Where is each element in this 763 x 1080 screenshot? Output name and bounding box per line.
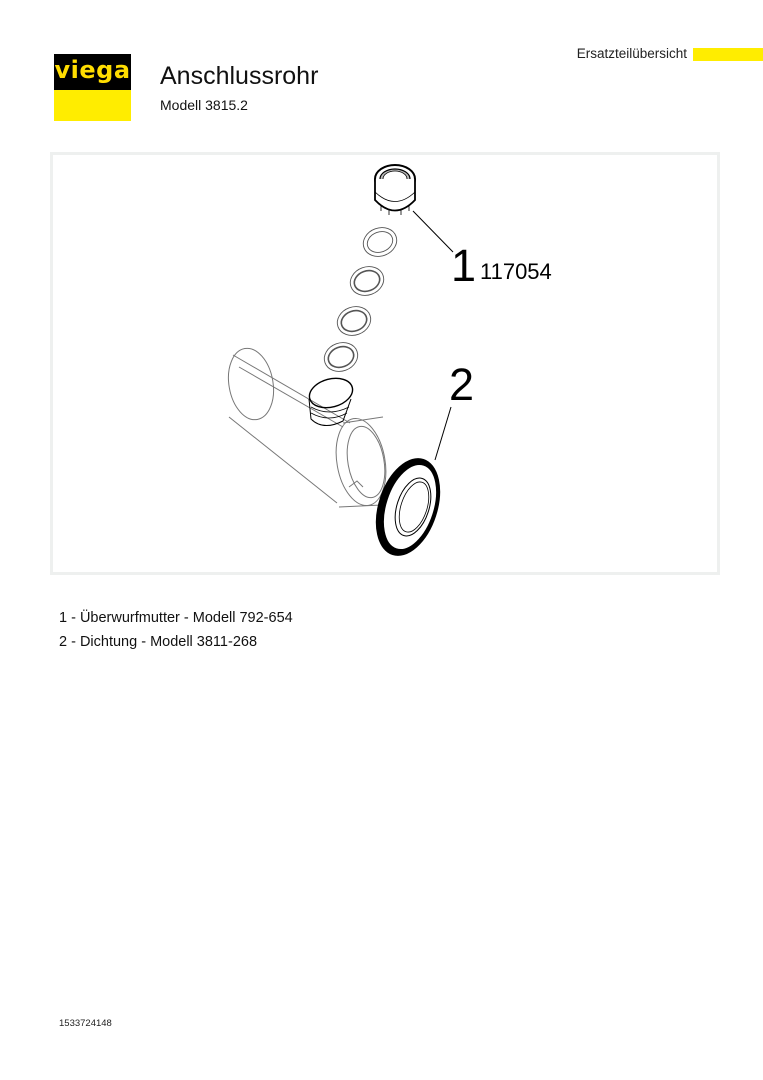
callout-number-2: 2 (449, 359, 475, 410)
exploded-view-drawing (50, 152, 720, 575)
exploded-view-svg (53, 155, 717, 572)
document-type-accent-bar (693, 48, 763, 61)
leader-line-1 (413, 211, 453, 252)
leader-line-2 (435, 407, 451, 460)
connection-pipe-body (223, 345, 392, 510)
callout-number-1: 1 (451, 240, 477, 291)
page-title: Anschlussrohr (160, 62, 319, 90)
part-line-1: 1 - Überwurfmutter - Modell 792-654 (59, 610, 293, 626)
document-number: 1533724148 (59, 1018, 112, 1029)
parts-list (59, 606, 293, 654)
model-subtitle: Modell 3815.2 (160, 97, 248, 113)
logo-wordmark: viega (54, 54, 131, 90)
seal-part (365, 450, 451, 563)
logo-yellow-block (54, 90, 131, 121)
part-line-2: 2 - Dichtung - Modell 3811-268 (59, 634, 258, 650)
union-nut-part (375, 165, 415, 215)
callout-article-1: 117054 (480, 259, 552, 284)
document-type-label: Ersatzteilübersicht (576, 46, 687, 61)
viega-logo (54, 54, 131, 121)
